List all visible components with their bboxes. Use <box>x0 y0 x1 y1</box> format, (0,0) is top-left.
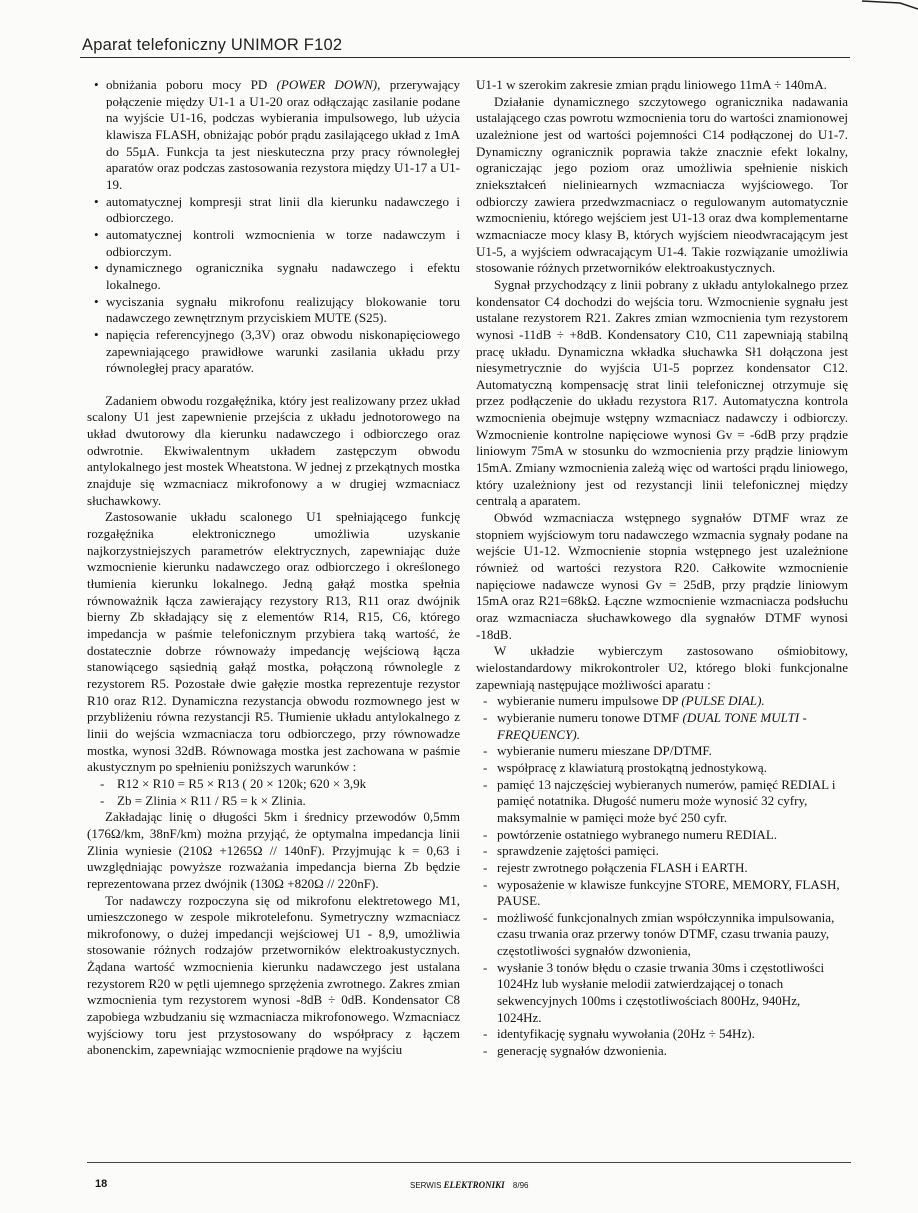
bullet-text: automatycznej kompresji strat linii dla kierunku nadawczego i odbiorczego. <box>106 193 460 226</box>
capability-item: - wybieranie numeru tonowe DTMF (DUAL TONE MULTI -FREQUENCY). <box>476 710 848 743</box>
capability-item: - rejestr zwrotnego połączenia FLASH i EARTH. <box>476 860 848 877</box>
body-paragraph: Działanie dynamicznego szczytowego ogranicznika nadawania ustalającego czas powrotu wzmocnienia toru do wartości znamionowej uzależnione jest od wartości pojemności C14 podłączonej do U1-7. Dynamiczny ogranicznik poprawia także znacznie efekt lokalny, ograniczając jego poziom oraz umożliwia spełnienie niskich zniekształceń nieliniearnych wzmacniacza wyjściowego. Tor odbiorczy zawiera przedwzmacniacz o regulowanym automatycznie wzmocnieniu, którego wejściem jest U1-13 oraz dwa komplementarne wzmacniacze mocy klasy B, których wyjściem nieodwracającym jest U1-5, a wyjściem odwracającym U1-4. Takie rozwiązanie umożliwia stosowanie różnych przetworników elektroakustycznych. <box>476 93 848 276</box>
body-paragraph: W układzie wybierczym zastosowano ośmiobitowy, wielostandardowy mikrokontroler U2, którego bloki funkcjonalne zapewniają następujące możliwości aparatu : <box>476 643 848 692</box>
bullet-item <box>87 77 460 194</box>
bullet-item <box>87 327 460 377</box>
bullet-text: automatycznej kontroli wzmocnienia w torze nadawczym i odbiorczym. <box>106 226 460 259</box>
bullet-item <box>87 260 460 293</box>
corner-scan-mark <box>862 0 918 10</box>
formula-item: - Zb = Zlinia × R11 / R5 = k × Zlinia. <box>87 793 460 810</box>
body-paragraph: Zadaniem obwodu rozgałęźnika, który jest realizowany przez układ scalony U1 jest zapewnienie przejścia z układu jednotorowego na układ dwutorowy dla kierunku nadawczego i odbiorczego oraz odwrotnie. Ekwiwalentnym układem zastępczym obwodu antylokalnego jest mostek Wheatstona. W jednej z przekątnych mostka znajduje się wzmacniacz mikrofonowy a w drugiej wzmacniacz słuchawkowy. <box>87 392 460 508</box>
body-paragraph: Sygnał przychodzący z linii pobrany z układu antylokalnego przez kondensator C4 dochodzi do wejścia toru. Wzmocnienie sygnału jest ustalane rezystorem R21. Zakres zmian wzmocnienia tym rezystorem wynosi -11dB ÷ +8dB. Kondensatory C10, C11 zapewniają stabilną pracę układu. Dynamiczna wkładka słuchawka Sł1 dołączona jest niesymetrycznie do wyjścia U1-5 poprzez kondensator C12. Automatyczną kompensację strat linii telefonicznej otrzymuje się przez podłączenie do układu rezystora R17. Automatyczna kontrola wzmocnienia obejmuje wstępny wzmacniacz nadawczy i odbiorczy. Wzmocnienie kontrolne napięciowe wynosi Gv = -6dB przy prądzie liniowym 75mA w stosunku do wzmocnienia przy prądzie liniowym 15mA. Zmiany wzmocnienia zależą więc od wartości prądu liniowego, który uzależniony jest od rezystancji linii telefonicznej między centralą a aparatem. <box>476 276 848 509</box>
paragraph-gap <box>87 377 460 393</box>
capability-item: - pamięć 13 najczęściej wybieranych numerów, pamięć REDIAL i pamięć notatnika. Długość numeru może wynosić 32 cyfry, maksymalnie w pamięci może być 250 cyfr. <box>476 777 848 827</box>
right-column <box>476 77 848 1060</box>
magazine-name: ELEKTRONIKI <box>443 1180 505 1190</box>
formula-item: - R12 × R10 = R5 × R13 ( 20 × 120k; 620 × 3,9k <box>87 776 460 793</box>
capability-item: - wybieranie numeru impulsowe DP (PULSE DIAL). <box>476 693 848 710</box>
footer-divider <box>87 1162 851 1163</box>
bullet-text: napięcia referencyjnego (3,3V) oraz obwodu niskonapięciowego zapewniającego prawidłowe warunki zasilania układu przy równoległej pracy aparatów. <box>106 326 460 376</box>
page-header-title: Aparat telefoniczny UNIMOR F102 <box>82 36 343 54</box>
header-divider <box>80 57 850 58</box>
bullet-item <box>87 227 460 260</box>
bullet-text: wyciszania sygnału mikrofonu realizujący blokowanie toru nadawczego zewnętrznym przyciskiem MUTE (S25). <box>106 293 460 326</box>
body-paragraph: Zastosowanie układu scalonego U1 spełniającego funkcję rozgałęźnika elektronicznego umożliwia uzyskanie najkorzystniejszych parametrów elektrycznych, zapewniając duże wzmocnienie kierunku nadawczego oraz odbiorczego i określonego tłumienia kierunku lokalnego. Jedną gałąź mostka spełnia równoważnik łącza zawierający rezystory R13, R11 oraz dwójnik bierny Zb składający się z elementów R14, R15, C6, którego impedancja w paśmie telefonicznym przybiera taką wartość, że dostatecznie dobrze równoważy impedancję wejściową łącza stanowiącego sąsiednią gałąź mostka, połączoną równolegle z rezystorem R5. Pozostałe dwie gałęzie mostka reprezentuje rezystor R10 oraz R12. Dynamiczna rezystancja obwodu rozmownego jest w przybliżeniu równa rezystancji R5. Tłumienie układu antylokalnego z linii do wejścia wzmacniacza toru odbiorczego, przy równowadze mostka, wynosi 32dB. Równowaga mostka jest zachowana w paśmie akustycznym po spełnieniu poniższych warunków : <box>87 509 460 775</box>
page-number: 18 <box>95 1178 108 1190</box>
body-paragraph: Zakładając linię o długości 5km i średnicy przewodów 0,5mm (176Ω/km, 38nF/km) można przyjąć, że optymalna impedancja linii Zlinia wyniesie (210Ω +1265Ω // 140nF). Przyjmując k = 0,63 i uwzględniając powyższe rozważania impedancja bierna Zb będzie reprezentowana przez dwójnik (130Ω +820Ω // 220nF). <box>87 809 460 891</box>
capability-item: - możliwość funkcjonalnych zmian współczynnika impulsowania, czasu trwania oraz przerwy tonów DTMF, czasu trwania pauzy, częstotliwości sygnałów dzwonienia, <box>476 910 848 960</box>
body-paragraph: Tor nadawczy rozpoczyna się od mikrofonu elektretowego M1, umieszczonego w zespole mikrotelefonu. Symetryczny wzmacniacz mikrofonowy, o dużej impedancji wejściowej U1 - 8,9, umożliwia stosowanie różnych rodzajów przetworników elektroakustycznych. Żądana wartość wzmocnienia kierunku nadawczego jest ustalana rezystorem R20 w pętli ujemnego sprzężenia zwrotnego. Zakres zmian wzmocnienia tym rezystorem wynosi -8dB ÷ 0dB. Kondensator C8 zapobiega wzbudzaniu się wzmacniacza mikrofonowego. Wzmacniacz wyjściowy toru jest przystosowany do współpracy z łączem abonenckim, zapewniając wzmocnienie prądowe na wyjściu <box>87 892 460 1058</box>
magazine-footer <box>410 1180 528 1190</box>
bullet-text: obniżania poboru mocy PD (POWER DOWN), przerywający połączenie między U1-1 a U1-20 oraz odłączając zasilanie podane na wyjście U1-16, podczas wybierania impulsowego, lub użycia klawisza FLASH, obniżając pobór prądu zasilającego układ z 1mA do 55µA. Funkcja ta jest nieskuteczna przy pracy równoległej aparatów oraz podczas zastosowania rezystora między U1-17 a U1-19. <box>106 77 460 192</box>
capability-item: - współpracę z klawiaturą prostokątną jednostykową. <box>476 760 848 777</box>
bullet-text: dynamicznego ogranicznika sygnału nadawczego i efektu lokalnego. <box>106 260 460 292</box>
magazine-prefix: SERWIS <box>410 1181 442 1190</box>
feature-bullet-list <box>87 77 460 377</box>
body-paragraph: Obwód wzmacniacza wstępnego sygnałów DTMF wraz ze stopniem wyjściowym toru nadawczego wzmacnia sygnały podane na wejście U1-12. Wzmocnienie stopnia wstępnego jest uzależnione również od wartości rezystora R20. Całkowite wzmocnienie napięciowe nadawcze wynosi Gv = 25dB, przy prądzie liniowym 15mA oraz R21=68kΩ. Łączne wzmocnienie wzmacniacza podsłuchu oraz wzmacniacza słuchawkowego dla sygnałów DTMF wynosi -18dB. <box>476 510 848 642</box>
formula-list <box>87 776 460 809</box>
bullet-item <box>87 194 460 227</box>
capability-item: - wyposażenie w klawisze funkcyjne STORE, MEMORY, FLASH, PAUSE. <box>476 877 848 910</box>
capability-item: - powtórzenie ostatniego wybranego numeru REDIAL. <box>476 827 848 844</box>
capability-item: - wysłanie 3 tonów błędu o czasie trwania 30ms i częstotliwości 1024Hz lub wysłanie melodii zatwierdzającej o tonach sekwencyjnych 100ms i częstotliwościach 800Hz, 940Hz, 1024Hz. <box>476 960 848 1027</box>
capability-item: - generację sygnałów dzwonienia. <box>476 1043 848 1060</box>
issue-number: 8/96 <box>512 1181 529 1190</box>
capability-item: - identyfikację sygnału wywołania (20Hz ÷ 54Hz). <box>476 1026 848 1043</box>
capability-item: - wybieranie numeru mieszane DP/DTMF. <box>476 743 848 760</box>
bullet-item <box>87 294 460 327</box>
capability-list <box>476 693 848 1059</box>
body-paragraph: U1-1 w szerokim zakresie zmian prądu liniowego 11mA ÷ 140mA. <box>476 77 827 92</box>
capability-item: - sprawdzenie zajętości pamięci. <box>476 843 848 860</box>
left-column <box>87 77 460 1059</box>
